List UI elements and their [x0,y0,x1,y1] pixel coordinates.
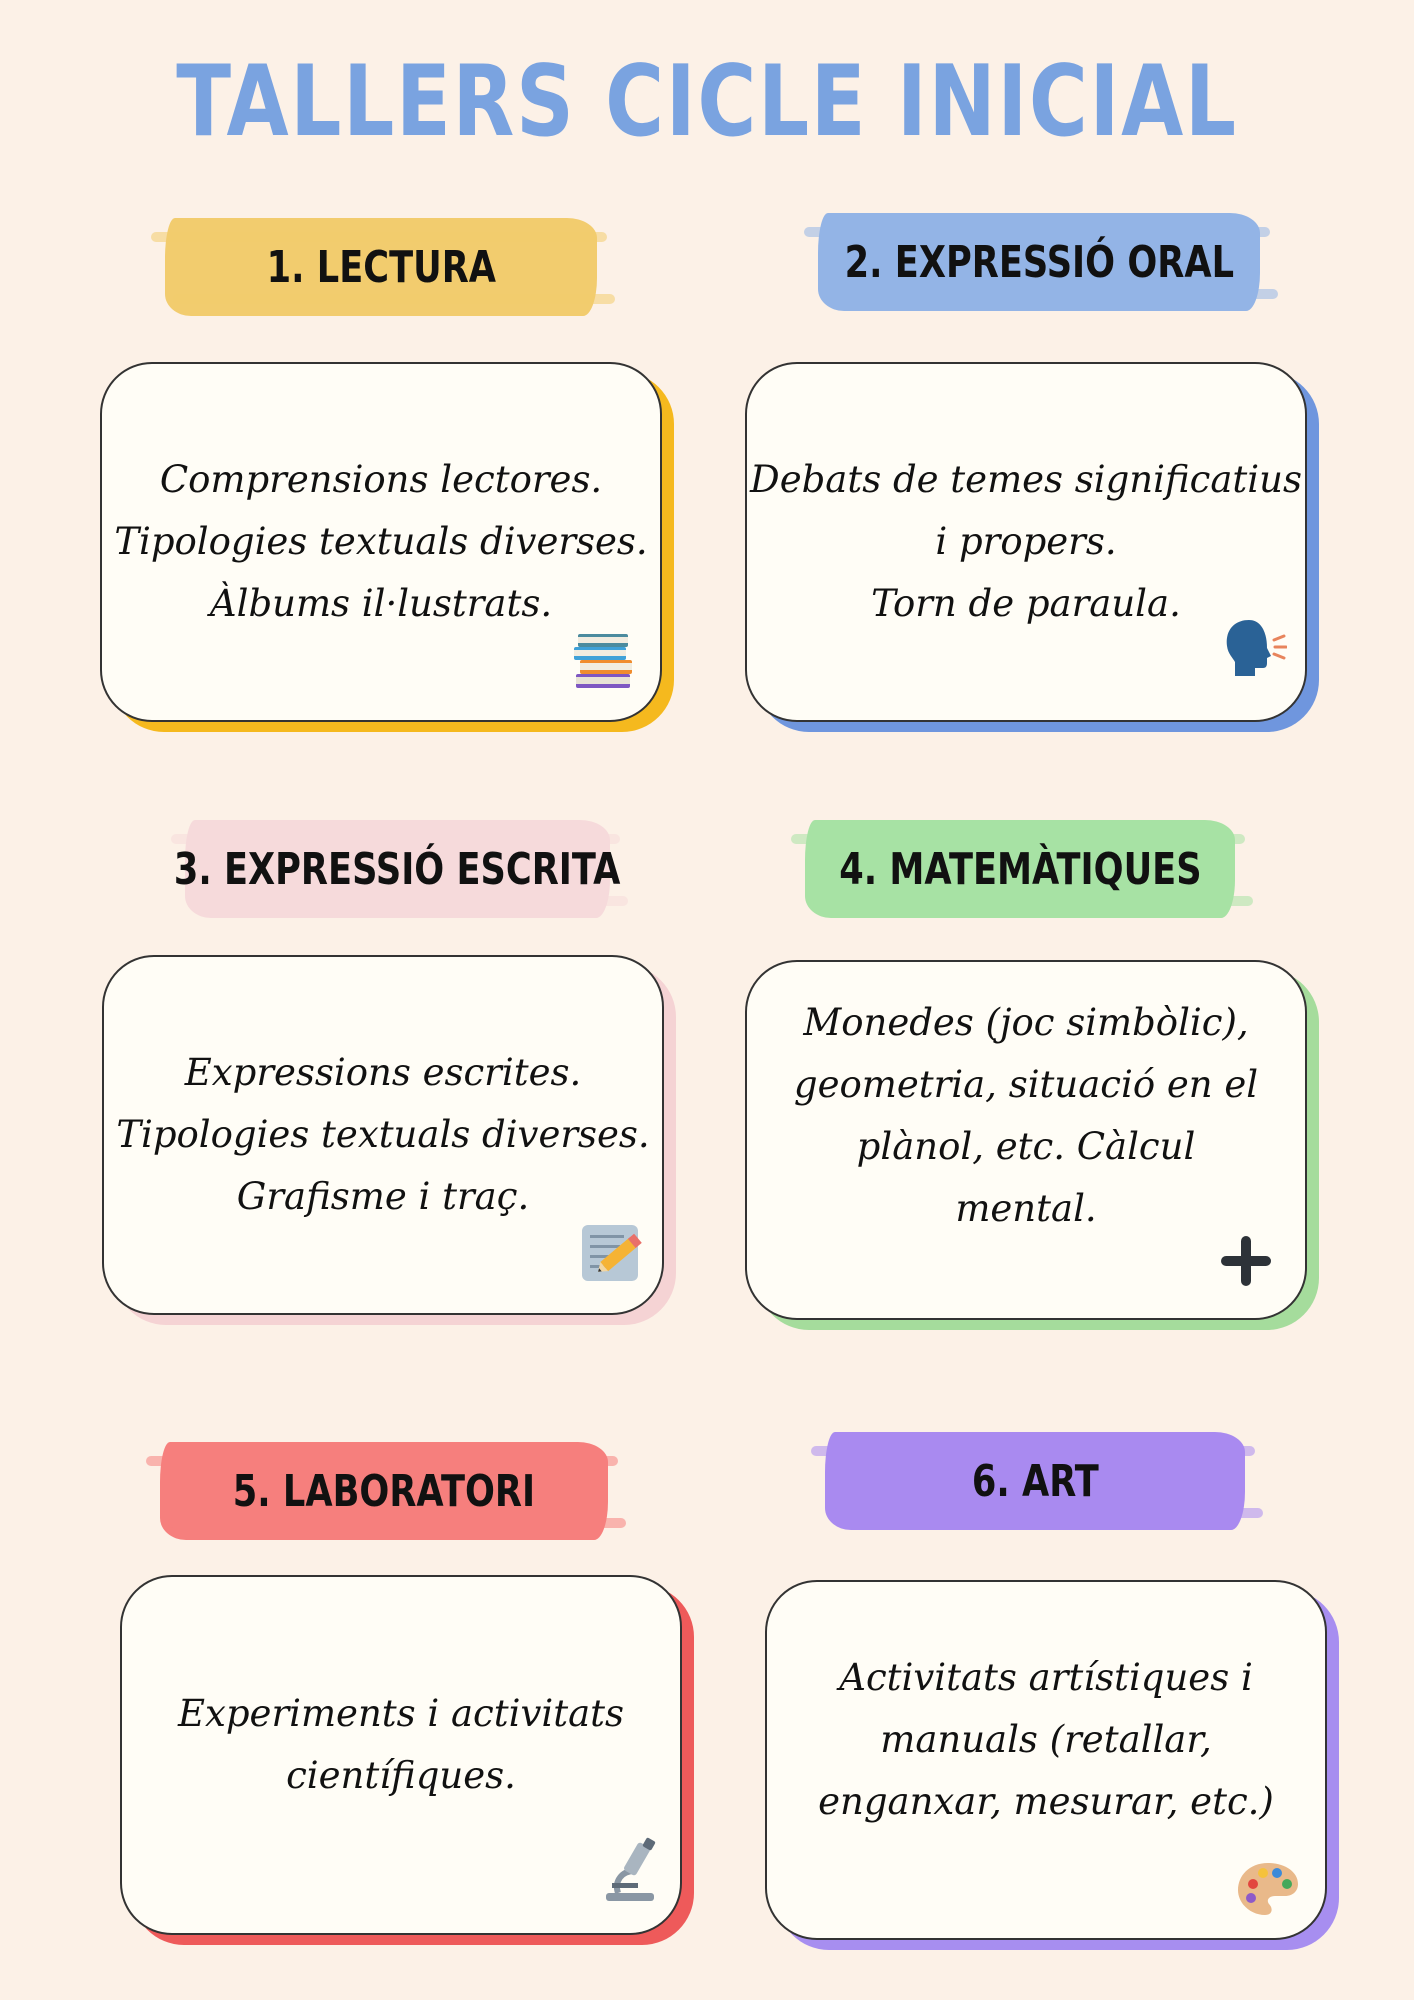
card-line: Debats de temes significatius [750,458,1302,501]
books-icon [572,630,634,692]
card-line: Monedes (joc simbòlic), [803,1001,1249,1044]
card-body [120,1575,682,1935]
workshop-heading: 4. MATEMÀTIQUES [838,843,1202,895]
memo-pencil-icon [580,1221,644,1285]
workshop-heading: 6. ART [971,1455,1099,1507]
workshop-heading: 5. LABORATORI [232,1465,536,1517]
card-line: Expressions escrites. [184,1051,582,1094]
card-line: Tipologies textuals diverses. [116,1113,650,1156]
microscope-icon [600,1837,660,1903]
card-line: manuals (retallar, [880,1718,1212,1761]
card-line: enganxar, mesurar, etc.) [818,1780,1274,1823]
heading-banner-expressio-oral [818,213,1260,311]
card-line: Comprensions lectores. [159,458,603,501]
card-line: plànol, etc. Càlcul [856,1125,1196,1168]
card-line: Tipologies textuals diverses. [114,520,648,563]
workshop-heading: 1. LECTURA [266,241,496,293]
card-line: mental. [955,1187,1097,1230]
speaking-head-icon [1219,616,1287,678]
card-line: geometria, situació en el [793,1063,1259,1106]
workshop-card-lectura [100,362,662,722]
card-body [765,1580,1327,1940]
card-line: Experiments i activitats [177,1692,624,1735]
heading-banner-laboratori [160,1442,608,1540]
card-body [745,362,1307,722]
card-line: Grafisme i traç. [236,1175,530,1218]
plus-icon [1217,1232,1275,1290]
card-line: i propers. [935,520,1117,563]
page-title: TALLERS CICLE INICIAL [176,45,1238,159]
card-line: Àlbums il·lustrats. [209,582,553,625]
workshop-card-expressio-oral [745,362,1307,722]
workshop-card-matematiques [745,960,1307,1320]
heading-banner-art [825,1432,1245,1530]
heading-banner-lectura [165,218,597,316]
workshop-heading: 3. EXPRESSIÓ ESCRITA [174,843,621,895]
card-line: Activitats artístiques i [839,1656,1253,1699]
card-body [102,955,664,1315]
card-line: científiques. [286,1754,516,1797]
heading-banner-matematiques [805,820,1235,918]
card-body [745,960,1307,1320]
heading-banner-expressio-escrita [174,820,621,918]
workshop-card-art [765,1580,1327,1940]
workshop-card-laboratori [120,1575,682,1935]
workshop-card-expressio-escrita [102,955,664,1315]
card-body [100,362,662,722]
palette-icon [1235,1860,1301,1918]
workshop-heading: 2. EXPRESSIÓ ORAL [844,236,1234,288]
card-line: Torn de paraula. [871,582,1181,625]
